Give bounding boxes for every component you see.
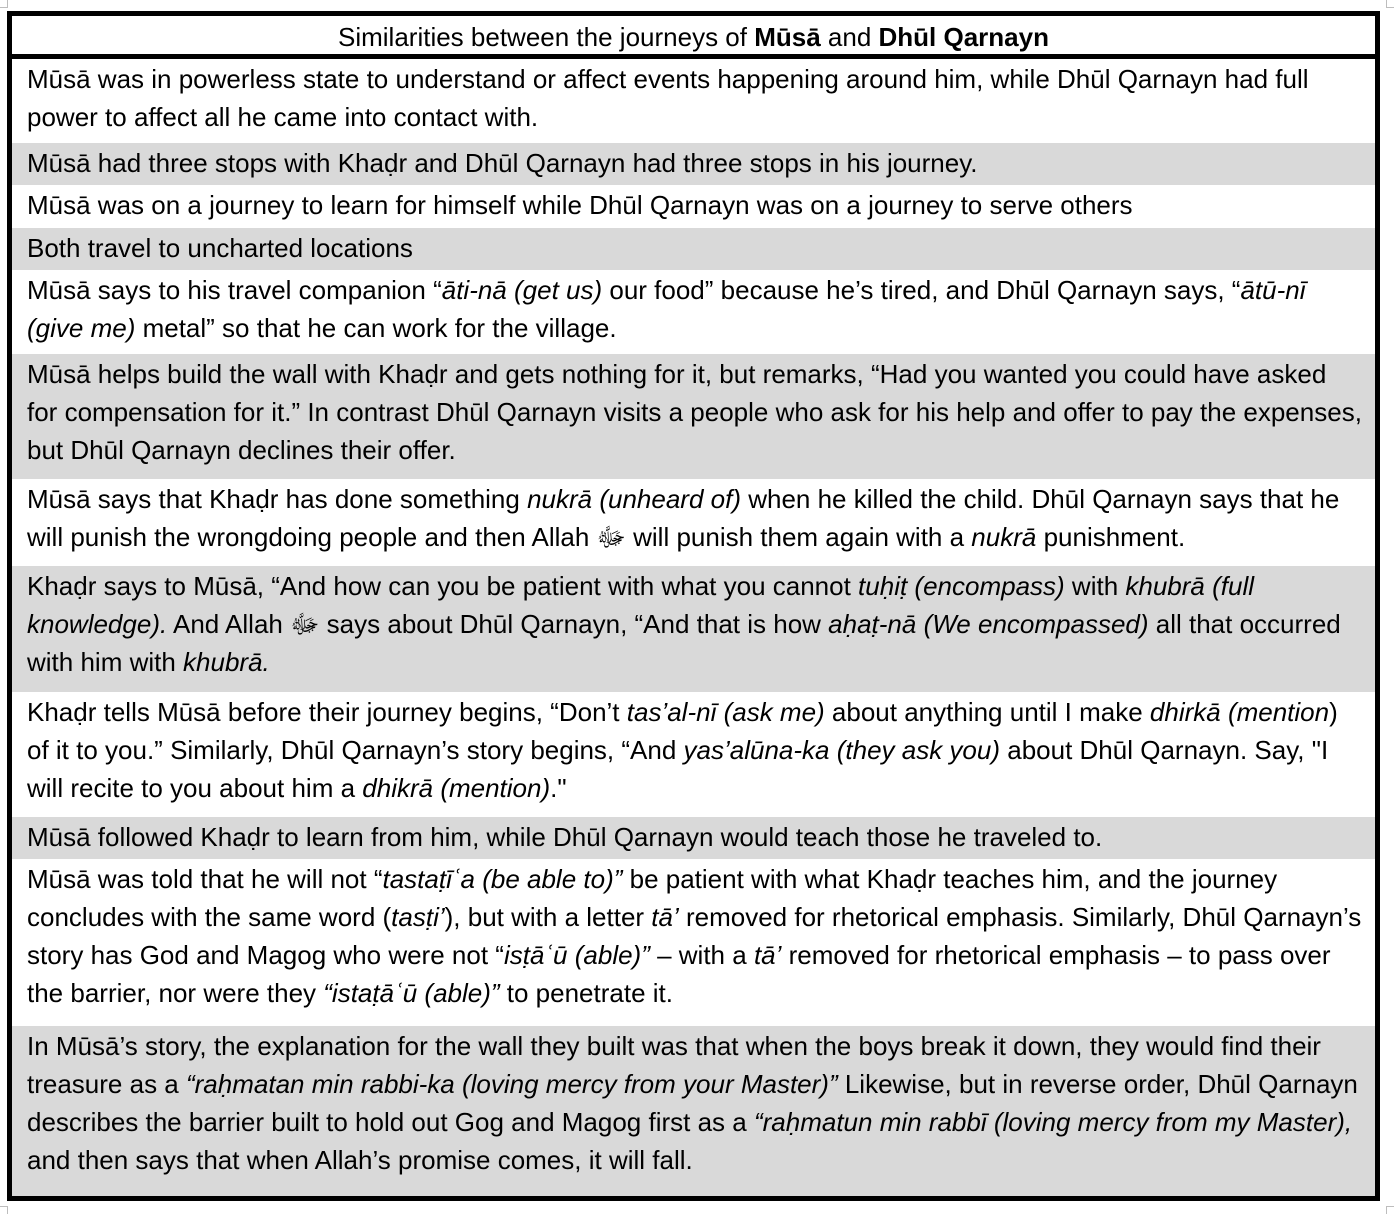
row-text-segment: tas’al-nī (ask me)	[626, 696, 825, 727]
corner-crop-mark	[1386, 1206, 1394, 1214]
row-text-segment: Mūsā says that Khaḍr has done something	[27, 484, 528, 515]
header-text-segment: Dhūl Qarnayn	[878, 22, 1049, 52]
row-text-segment: tasṭi’	[391, 902, 445, 933]
row-text	[27, 144, 1363, 182]
row-text	[27, 818, 1363, 856]
row-text-segment: “raḥmatan min rabbi-ka (loving mercy from your Master)”	[185, 1068, 838, 1099]
row-text-segment: nukrā (unheard of)	[527, 484, 741, 515]
row-text-segment: dhikrā (mention)	[362, 772, 551, 803]
row-text-segment: Mūsā helps build the wall with Khaḍr and gets nothing for it, but remarks, “Had you wanted you could have asked for compensation for it.” In contrast Dhūl Qarnayn visits a people who ask for his help and offer to pay the expenses, but Dhūl Qarnayn declines their offer.	[27, 358, 1370, 465]
row-text	[27, 1027, 1366, 1179]
row-text-segment: ) of it to you.” Similarly, Dhūl Qarnayn’s story begins, “And	[27, 696, 1346, 765]
row-text-segment: punishment.	[1036, 522, 1186, 553]
row-text-segment: all that occurred with him with	[27, 609, 1348, 678]
table-row	[12, 479, 1375, 566]
header-text-segment: Mūsā	[754, 22, 821, 52]
row-text-segment: about anything until I make	[824, 696, 1150, 727]
row-text	[27, 567, 1363, 681]
row-text-segment: Mūsā was told that he will not “	[27, 864, 383, 895]
row-text-segment: with	[1064, 571, 1126, 602]
table-row	[12, 354, 1375, 479]
corner-crop-mark	[0, 1206, 8, 1214]
table-row	[12, 143, 1375, 185]
header-text-segment: and	[820, 22, 879, 52]
row-text-segment: nukrā	[971, 522, 1037, 553]
row-text-segment: about Dhūl Qarnayn. Say, "I will recite to you about him a	[27, 734, 1336, 803]
row-text-segment: Both travel to uncharted locations	[27, 232, 413, 263]
row-text	[27, 693, 1363, 807]
row-text-segment: “istaṭāʿū (able)”	[323, 978, 500, 1009]
row-text-segment: And Allah ﷻ says about Dhūl Qarnayn, “And that is how	[167, 609, 829, 640]
row-text-segment: our food” because he’s tired, and Dhūl Qarnayn says, “	[602, 275, 1241, 306]
row-text-segment: ātū-nī (give me)	[27, 275, 1313, 344]
row-text	[27, 480, 1363, 556]
table-row	[12, 59, 1375, 143]
row-text-segment: āti-nā (get us)	[441, 275, 603, 306]
row-text-segment: metal” so that he can work for the village.	[135, 313, 617, 344]
row-text	[27, 60, 1363, 136]
table-row	[12, 692, 1375, 817]
row-text-segment: removed for rhetorical emphasis. Similarly, Dhūl Qarnayn’s story has God and Magog who were not “	[27, 902, 1369, 971]
row-text-segment: yas’alūna-ka (they ask you)	[683, 734, 1001, 765]
table-row	[12, 1026, 1375, 1196]
row-text-segment: dhirkā (mention	[1149, 696, 1330, 727]
row-text-segment: to penetrate it.	[499, 978, 673, 1009]
row-text-segment: ."	[550, 772, 567, 803]
row-text-segment: Mūsā was in powerless state to understand or affect events happening around him, while Dhūl Qarnayn had full power to affect all he came into contact with.	[27, 64, 1316, 132]
row-text-segment: Mūsā was on a journey to learn for himself while Dhūl Qarnayn was on a journey to serve others	[27, 190, 1133, 221]
row-text-segment: Khaḍr tells Mūsā before their journey begins, “Don’t	[27, 696, 627, 727]
table-row	[12, 185, 1375, 227]
similarities-table	[7, 11, 1380, 1201]
row-text-segment: tā’	[753, 940, 782, 971]
row-text-segment: Khaḍr says to Mūsā, “And how can you be patient with what you cannot	[27, 571, 859, 602]
table-row	[12, 817, 1375, 859]
row-text-segment: tuḥiṭ (encompass)	[858, 571, 1065, 602]
row-text-segment: and then says that when Allah’s promise comes, it will fall.	[27, 1106, 1360, 1175]
row-text-segment: Mūsā says to his travel companion “	[27, 275, 442, 306]
row-text-segment: isṭāʿū (able)”	[503, 940, 650, 971]
row-text	[27, 229, 1363, 267]
row-text-segment: khubrā (full knowledge).	[27, 571, 1262, 640]
table-row	[12, 859, 1375, 1026]
header-text-segment: Similarities between the journeys of	[338, 22, 755, 52]
row-text	[27, 271, 1363, 347]
row-text-segment: ), but with a letter	[444, 902, 652, 933]
row-text-segment: – with a	[649, 940, 754, 971]
table-row	[12, 566, 1375, 691]
row-text-segment: Mūsā followed Khaḍr to learn from him, while Dhūl Qarnayn would teach those he traveled to.	[27, 821, 1103, 852]
row-text-segment: when he killed the child. Dhūl Qarnayn says that he will punish the wrongdoing people and then Allah ﷻ will punish them again with a	[27, 484, 1347, 553]
table-row	[12, 228, 1375, 270]
row-text	[27, 355, 1370, 469]
corner-crop-mark	[0, 0, 8, 8]
row-text-segment: “raḥmatun min rabbī (loving mercy from my Master),	[753, 1106, 1353, 1137]
row-text-segment: tā’	[651, 902, 679, 933]
corner-crop-mark	[1386, 0, 1394, 8]
row-text-segment: khubrā.	[183, 647, 270, 678]
row-text-segment: In Mūsā’s story, the explanation for the wall they built was that when the boys break it down, they would find their treasure as a	[27, 1030, 1329, 1099]
table-row	[12, 270, 1375, 354]
row-text-segment: removed for rhetorical emphasis – to pass over the barrier, nor were they	[27, 940, 1338, 1009]
table-header	[12, 16, 1375, 59]
row-text	[27, 860, 1369, 1012]
row-text	[27, 186, 1363, 224]
row-text-segment: aḥaṭ-nā (We encompassed)	[828, 609, 1149, 640]
row-text-segment: be patient with what Khaḍr teaches him, and the journey concludes with the same word (	[27, 864, 1285, 933]
row-text-segment: tastaṭīʿa (be able to)”	[382, 864, 623, 895]
row-text-segment: Likewise, but in reverse order, Dhūl Qarnayn describes the barrier built to hold out Gog and Magog first as a	[27, 1068, 1366, 1137]
row-text-segment: Mūsā had three stops with Khaḍr and Dhūl Qarnayn had three stops in his journey.	[27, 147, 978, 178]
